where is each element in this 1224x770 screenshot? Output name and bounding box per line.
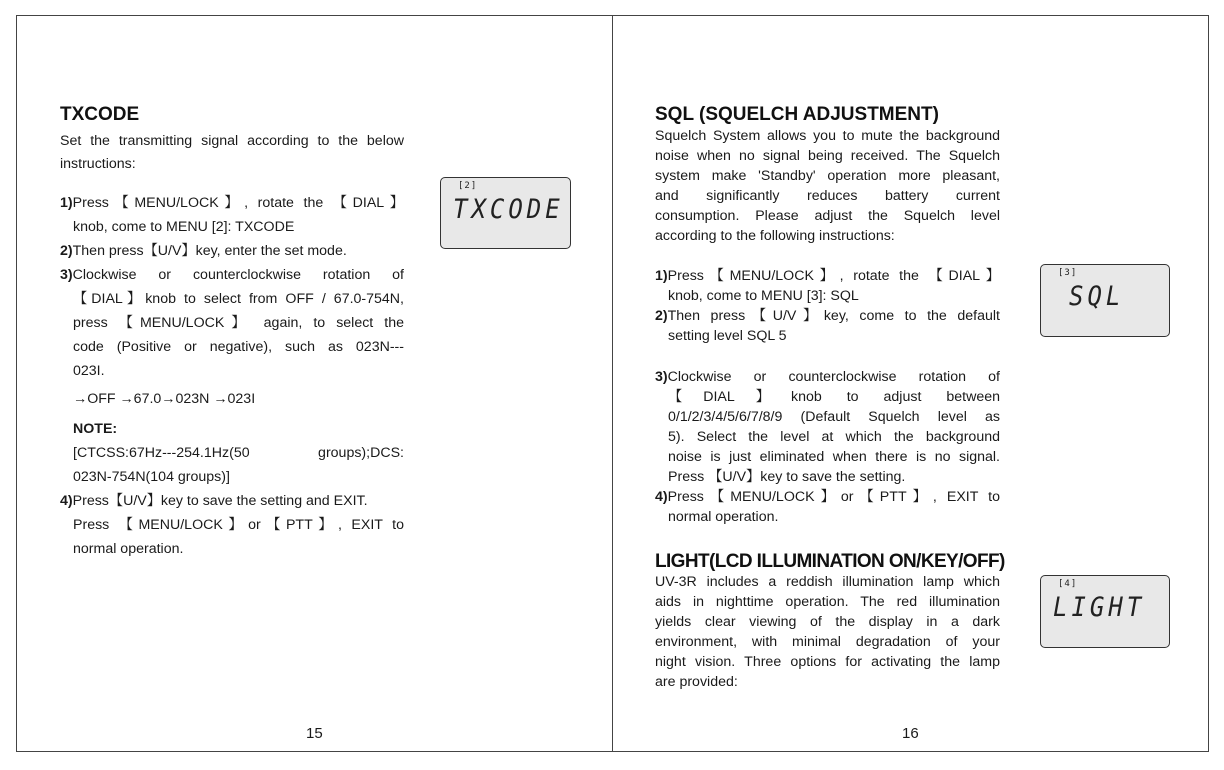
sql-step-4-line: normal operation. [668,509,779,525]
txcode-intro [60,131,404,174]
sql-step-3-line: 0/1/2/3/4/5/6/7/8/9 (Default Squelch level as [668,409,1000,425]
page-number-16: 16 [902,725,919,742]
step-number: 2) [655,308,668,324]
step-text: Press【MENU/LOCK】, rotate the 【DIAL】 [667,268,1000,284]
sql-intro-line: according to the following instructions: [655,228,895,244]
step-number: 4) [60,493,73,509]
sql-step-3-line: Press 【U/V】key to save the setting. [668,469,906,485]
sql-step-1-line [655,266,1000,286]
step-text: Clockwise or counterclockwise rotation of [72,267,404,283]
light-line: aids in nighttime operation. The red illumination [655,594,1000,610]
note-line: 023N-754N(104 groups)] [73,469,230,485]
intro-line: instructions: [60,156,136,172]
sql-step-4-line [655,487,1000,507]
code-sequence: →OFF →67.0→023N →023I [73,391,256,407]
step-text: Press【U/V】key to save the setting and EXIT. [72,493,368,509]
sql-step-3-line [655,367,1000,387]
lcd-txcode-illustration [440,177,571,249]
lcd-channel: [2] [458,181,478,191]
step-number: 1) [655,268,668,284]
sql-intro-line: consumption. Please adjust the Squelch level [655,208,1000,224]
sql-intro-line: noise when no signal being received. The Squelch [655,148,1000,164]
sql-step-1-line: knob, come to MENU [3]: SQL [668,288,859,304]
sql-step-3-line: 【DIAL】knob to adjust between [668,389,1000,405]
step-4-line: Press 【MENU/LOCK】or【PTT】, EXIT to [73,517,404,533]
step-3-line: 023I. [73,363,105,379]
page-number-15: 15 [306,725,323,742]
note-line: [CTCSS:67Hz---254.1Hz(50 groups);DCS: [73,445,404,461]
light-heading: LIGHT(LCD ILLUMINATION ON/KEY/OFF) [655,551,1005,572]
lcd-sql-illustration [1040,264,1170,337]
page-divider [612,15,613,752]
lcd-display-text: TXCODE [453,193,564,225]
lcd-channel: [4] [1058,579,1078,589]
lcd-channel: [3] [1058,268,1078,278]
step-1-line [60,191,404,215]
light-line: are provided: [655,674,738,690]
sql-heading: SQL (SQUELCH ADJUSTMENT) [655,104,939,125]
step-text: Press【MENU/LOCK】or【PTT】, EXIT to [667,489,1000,505]
step-3-line [60,263,404,287]
sql-step-3-line: 5). Select the level at which the background [668,429,1000,445]
sql-step-3-line: noise is just eliminated when there is no signal. [668,449,1000,465]
sql-steps-3-4 [655,367,1000,527]
step-number: 3) [655,369,668,385]
sql-intro-line: and significantly reduces battery current [655,188,1000,204]
sql-step-2-line: setting level SQL 5 [668,328,787,344]
lcd-light-illustration [1040,575,1170,648]
sql-steps-1-2 [655,266,1000,346]
step-4-line: normal operation. [73,541,184,557]
step-text: Then press【U/V】key, enter the set mode. [72,243,347,259]
note-label: NOTE: [73,421,118,437]
sql-step-2-line [655,306,1000,326]
light-line: environment, with minimal degradation of your [655,634,1000,650]
sql-intro-line: Squelch System allows you to mute the background [655,128,1000,144]
lcd-display-text: SQL [1069,280,1125,312]
step-3-line: 【DIAL】knob to select from OFF / 67.0-754N, [73,291,404,307]
light-line: night vision. Three options for activating the lamp [655,654,1000,670]
step-4-line [60,489,404,513]
step-3-line: press 【MENU/LOCK】 again, to select the [73,315,404,331]
step-1-line: knob, come to MENU [2]: TXCODE [73,219,295,235]
light-description [655,572,1000,692]
step-2-line [60,239,404,263]
sql-intro-line: system make 'Standby' operation more pleasant, [655,168,1000,184]
light-line: yields clear viewing of the display in a dark [655,614,1000,630]
step-text: Clockwise or counterclockwise rotation of [667,369,1000,385]
step-text: Then press【U/V】key, come to the default [667,308,1000,324]
step-3-line: code (Positive or negative), such as 023N--- [73,339,404,355]
step-number: 3) [60,267,73,283]
step-number: 4) [655,489,668,505]
step-number: 2) [60,243,73,259]
txcode-heading: TXCODE [60,104,140,125]
txcode-steps [60,191,404,561]
intro-line: Set the transmitting signal according to the below [60,133,404,149]
step-number: 1) [60,195,73,211]
light-line: UV-3R includes a reddish illumination lamp which [655,574,1000,590]
sql-intro [655,126,1000,246]
lcd-display-text: LIGHT [1053,591,1146,623]
step-text: Press【MENU/LOCK】, rotate the 【DIAL】 [72,195,404,211]
